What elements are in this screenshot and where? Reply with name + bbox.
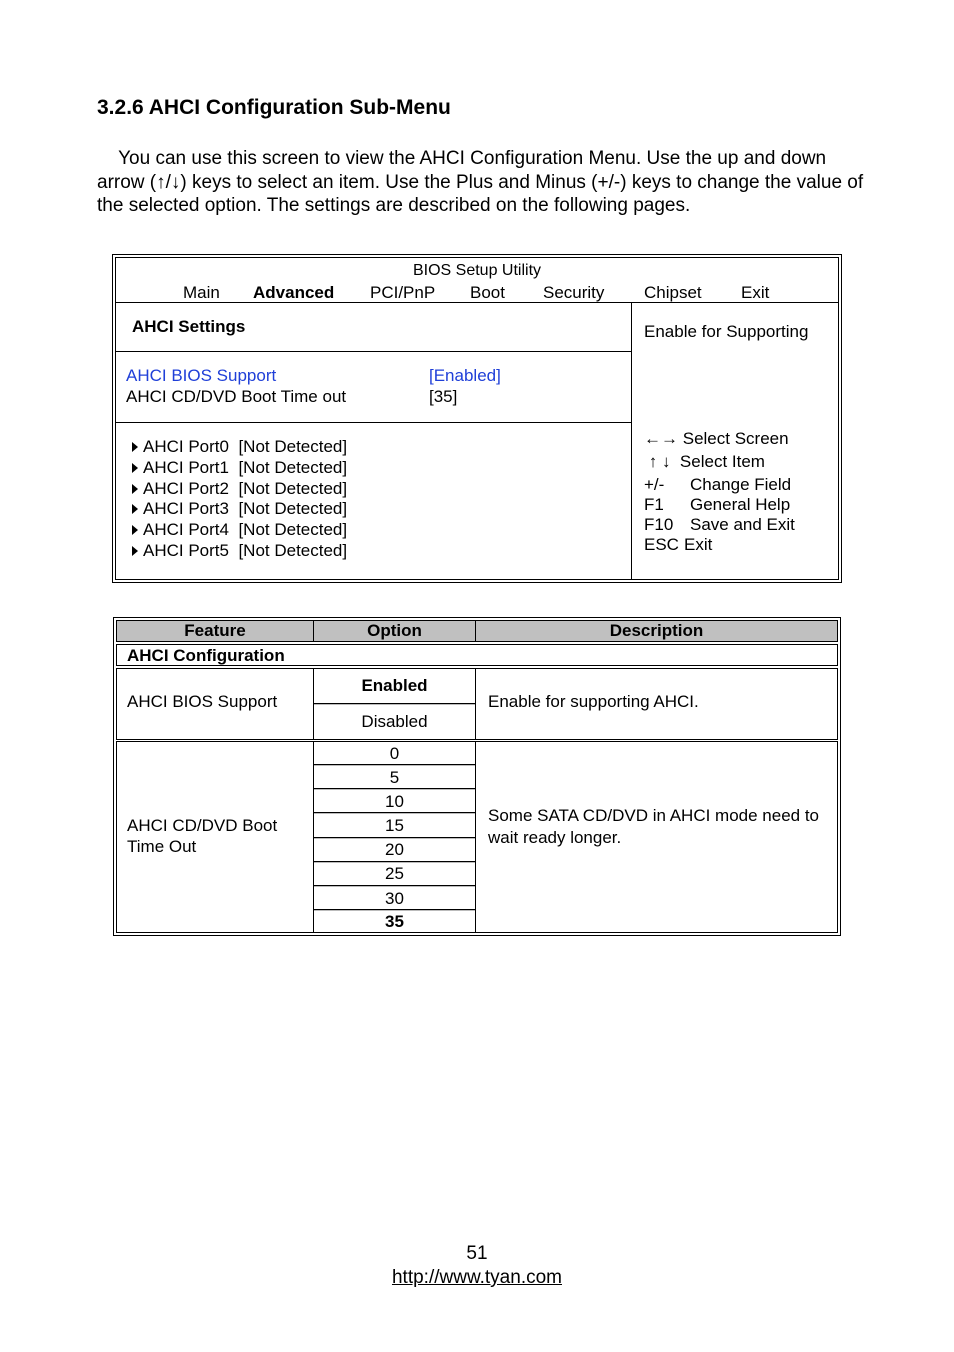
items-divider (116, 422, 631, 423)
option-cell (313, 741, 476, 933)
header-option: Option (313, 620, 476, 642)
option-separator (314, 788, 475, 790)
page-number: 51 (466, 1243, 488, 1264)
option-value: 0 (389, 744, 400, 763)
option-separator (314, 812, 475, 814)
port-label: AHCI Port0 (143, 437, 229, 456)
key-action: Select Screen (682, 429, 789, 448)
footer-url-wrap (0, 1267, 954, 1289)
option-value: 5 (389, 768, 400, 787)
submenu-arrow-icon (132, 463, 138, 473)
key-label: ESC (644, 535, 679, 554)
port-item[interactable] (132, 520, 347, 541)
port-label: AHCI Port4 (143, 520, 229, 540)
intro-paragraph (97, 147, 867, 218)
key-row (644, 450, 795, 473)
port-item[interactable] (132, 479, 347, 500)
description-text: Enable for supporting AHCI. (488, 692, 699, 711)
panel-divider (631, 302, 632, 579)
key-action: Select Item (679, 452, 765, 471)
page-heading: 3.2.6 AHCI Configuration Sub-Menu (97, 96, 451, 119)
option-value: 20 (385, 840, 404, 859)
ahci-boot-timeout-item[interactable]: AHCI CD/DVD Boot Time out (126, 387, 347, 406)
port-value: [Not Detected] (238, 520, 348, 540)
header-description: Description (475, 620, 838, 642)
submenu-arrow-icon (132, 442, 138, 452)
option-value: 10 (385, 792, 404, 811)
help-text: Enable for Supporting (644, 322, 809, 341)
menu-security[interactable]: Security (543, 283, 605, 302)
menu-advanced[interactable]: Advanced (253, 283, 335, 302)
port-label: AHCI Port2 (143, 478, 229, 498)
option-separator (314, 861, 475, 863)
menu-exit[interactable]: Exit (741, 283, 770, 302)
port-value: [Not Detected] (238, 478, 348, 498)
intro-text: You can use this screen to view the AHCI Configuration Menu. Use the up and down arrow (↑/↓) keys to select an item. Use the Plus and Minus (+/-) keys to change the value of the selected option. The settings are described on the following pages. (97, 148, 864, 216)
menu-pcipnp[interactable]: PCI/PnP (370, 283, 436, 302)
option-separator (314, 885, 475, 887)
feature-table (113, 617, 841, 936)
option-separator (314, 703, 475, 705)
key-legend (644, 427, 795, 556)
ahci-bios-support-value[interactable]: [Enabled] (429, 366, 501, 385)
description-text: Some SATA CD/DVD in AHCI mode need to wait ready longer. (488, 806, 820, 847)
port-item[interactable] (132, 541, 347, 562)
option-separator (314, 837, 475, 839)
group-row (116, 644, 838, 666)
submenu-arrow-icon (132, 546, 138, 556)
feature-name: AHCI BIOS Support (127, 692, 278, 711)
key-label: F1 (644, 495, 664, 514)
key-label: F10 (644, 515, 674, 534)
feature-cell (116, 668, 314, 740)
bios-title: BIOS Setup Utility (412, 262, 542, 279)
port-label: AHCI Port5 (143, 540, 229, 560)
header-feature: Feature (116, 620, 314, 642)
ahci-bios-support-item[interactable]: AHCI BIOS Support (126, 366, 277, 385)
port-list (132, 437, 347, 562)
ahci-boot-timeout-value[interactable]: [35] (429, 387, 458, 406)
section-divider (116, 351, 631, 352)
submenu-arrow-icon (132, 504, 138, 514)
menu-main[interactable]: Main (183, 283, 220, 302)
option-separator (314, 909, 475, 911)
group-label: AHCI Configuration (127, 646, 285, 665)
submenu-arrow-icon (132, 484, 138, 494)
port-value: [Not Detected] (238, 457, 348, 477)
description-cell (475, 668, 838, 740)
port-label: AHCI Port3 (143, 499, 229, 519)
feature-cell (116, 741, 314, 933)
menu-divider (116, 302, 838, 303)
option-value: 30 (385, 889, 404, 908)
port-item[interactable] (132, 437, 347, 458)
option-value: 35 (385, 912, 404, 931)
arrow-keys-icon: ←→ (644, 429, 678, 448)
port-value: [Not Detected] (238, 540, 348, 560)
menu-boot[interactable]: Boot (470, 283, 505, 302)
menu-chipset[interactable]: Chipset (644, 283, 702, 302)
submenu-arrow-icon (132, 525, 138, 535)
key-action: Save and Exit (690, 515, 795, 534)
option-value: Disabled (361, 712, 428, 731)
port-value: [Not Detected] (238, 437, 348, 456)
port-value: [Not Detected] (238, 499, 348, 519)
feature-name: AHCI CD/DVD Boot Time Out (127, 816, 278, 856)
key-action: Exit (684, 535, 713, 554)
bios-frame (115, 257, 839, 580)
footer-url-link[interactable]: http://www.tyan.com (391, 1267, 562, 1288)
port-item[interactable] (132, 458, 347, 479)
key-action: Change Field (690, 475, 792, 494)
option-separator (314, 764, 475, 766)
section-title: AHCI Settings (132, 317, 246, 336)
description-cell (475, 741, 838, 933)
key-row (644, 533, 795, 556)
port-item[interactable] (132, 499, 347, 520)
bios-screen (112, 254, 842, 583)
key-action: General Help (690, 495, 791, 514)
option-cell (313, 668, 476, 740)
port-label: AHCI Port1 (143, 457, 229, 477)
option-value: 15 (385, 816, 404, 835)
option-value: Enabled (361, 676, 428, 695)
updown-keys-icon: ↑ ↓ (648, 452, 671, 471)
key-label: +/- (644, 475, 665, 494)
option-value: 25 (385, 864, 404, 883)
key-row (644, 427, 795, 450)
